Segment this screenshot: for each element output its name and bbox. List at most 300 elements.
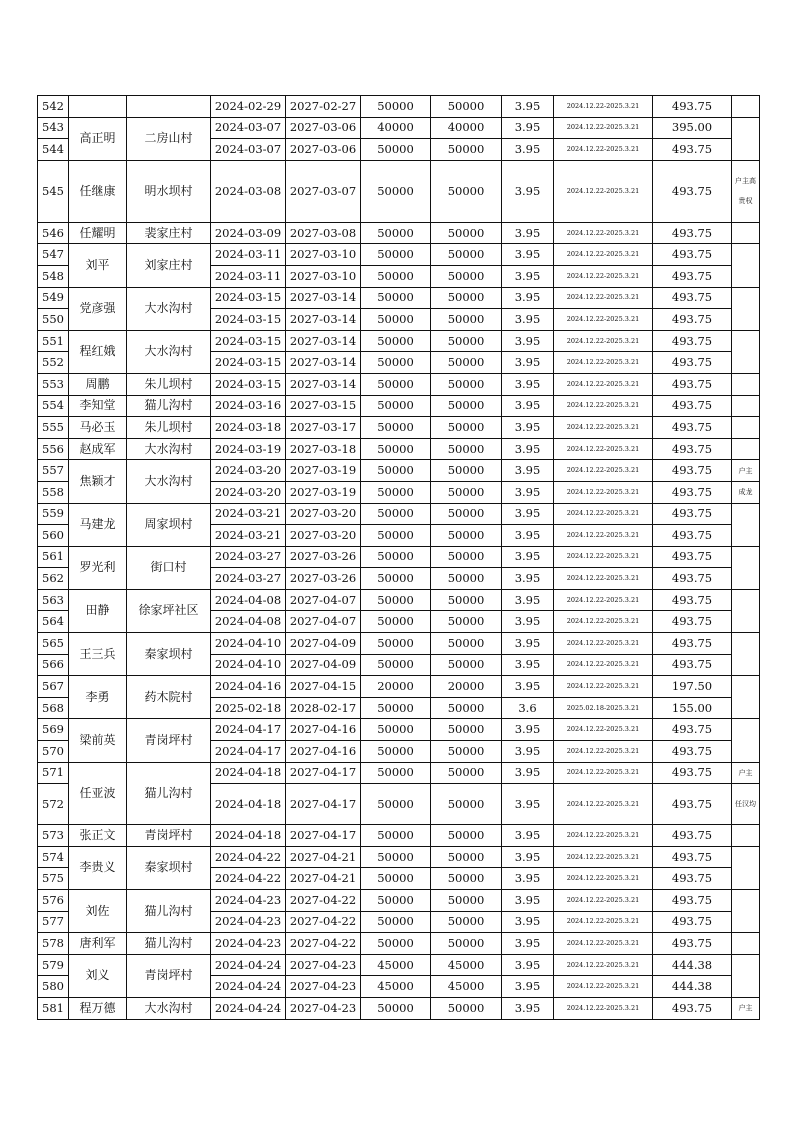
row-number-cell: 578 (38, 933, 69, 955)
interest-amount-cell: 493.75 (653, 890, 732, 912)
row-number-cell: 572 (38, 784, 69, 825)
balance-cell: 50000 (431, 719, 502, 741)
interest-period-cell: 2024.12.22-2025.3.21 (554, 481, 653, 503)
rate-cell: 3.95 (502, 784, 554, 825)
village-cell: 青岗坪村 (127, 825, 211, 847)
row-number-cell: 548 (38, 265, 69, 287)
interest-period-cell: 2024.12.22-2025.3.21 (554, 96, 653, 118)
balance-cell: 50000 (431, 997, 502, 1019)
village-cell: 青岗坪村 (127, 719, 211, 762)
interest-period-cell: 2025.02.18-2025.3.21 (554, 697, 653, 719)
rate-cell: 3.95 (502, 460, 554, 482)
remark-cell: 成龙 (732, 481, 760, 503)
start-date-cell: 2024-04-24 (211, 954, 286, 976)
start-date-cell: 2024-04-18 (211, 825, 286, 847)
interest-amount-cell: 493.75 (653, 373, 732, 395)
balance-cell: 50000 (431, 525, 502, 547)
table-row (38, 825, 760, 847)
row-number-cell: 545 (38, 160, 69, 222)
remark-cell (732, 933, 760, 955)
balance-cell: 50000 (431, 568, 502, 590)
start-date-cell: 2024-03-15 (211, 309, 286, 331)
row-number-cell: 576 (38, 890, 69, 912)
end-date-cell: 2027-03-07 (286, 160, 361, 222)
interest-amount-cell: 493.75 (653, 438, 732, 460)
interest-amount-cell: 493.75 (653, 719, 732, 741)
borrower-name-cell: 任亚波 (69, 762, 127, 825)
interest-amount-cell: 493.75 (653, 589, 732, 611)
remark-cell: 户主 (732, 762, 760, 784)
rate-cell: 3.95 (502, 741, 554, 763)
interest-amount-cell: 493.75 (653, 654, 732, 676)
rate-cell: 3.95 (502, 676, 554, 698)
end-date-cell: 2027-04-17 (286, 784, 361, 825)
end-date-cell: 2027-03-15 (286, 395, 361, 417)
balance-cell: 50000 (431, 589, 502, 611)
balance-cell: 50000 (431, 481, 502, 503)
start-date-cell: 2024-04-23 (211, 933, 286, 955)
interest-amount-cell: 493.75 (653, 825, 732, 847)
balance-cell: 50000 (431, 160, 502, 222)
balance-cell: 50000 (431, 139, 502, 161)
loan-amount-cell: 50000 (361, 309, 431, 331)
borrower-name-cell: 马建龙 (69, 503, 127, 546)
table-row (38, 244, 760, 266)
borrower-name-cell: 田静 (69, 589, 127, 632)
row-number-cell: 569 (38, 719, 69, 741)
balance-cell: 50000 (431, 611, 502, 633)
loan-amount-cell: 50000 (361, 525, 431, 547)
start-date-cell: 2024-03-15 (211, 352, 286, 374)
row-number-cell: 562 (38, 568, 69, 590)
rate-cell: 3.95 (502, 933, 554, 955)
interest-period-cell: 2024.12.22-2025.3.21 (554, 352, 653, 374)
rate-cell: 3.95 (502, 438, 554, 460)
end-date-cell: 2027-03-10 (286, 265, 361, 287)
village-cell: 猫儿沟村 (127, 395, 211, 417)
interest-amount-cell: 493.75 (653, 546, 732, 568)
borrower-name-cell: 刘义 (69, 954, 127, 997)
start-date-cell: 2024-03-21 (211, 503, 286, 525)
balance-cell: 50000 (431, 697, 502, 719)
start-date-cell: 2024-04-08 (211, 611, 286, 633)
row-number-cell: 580 (38, 976, 69, 998)
row-number-cell: 560 (38, 525, 69, 547)
balance-cell: 50000 (431, 330, 502, 352)
end-date-cell: 2027-04-15 (286, 676, 361, 698)
balance-cell: 50000 (431, 741, 502, 763)
table-row (38, 676, 760, 698)
balance-cell: 45000 (431, 954, 502, 976)
row-number-cell: 552 (38, 352, 69, 374)
borrower-name-cell: 刘平 (69, 244, 127, 287)
interest-period-cell: 2024.12.22-2025.3.21 (554, 933, 653, 955)
end-date-cell: 2027-04-09 (286, 654, 361, 676)
end-date-cell: 2027-04-21 (286, 846, 361, 868)
remark-cell (732, 954, 760, 997)
row-number-cell: 542 (38, 96, 69, 118)
end-date-cell: 2027-03-14 (286, 287, 361, 309)
table-row (38, 373, 760, 395)
end-date-cell: 2027-03-14 (286, 309, 361, 331)
borrower-name-cell: 马必玉 (69, 417, 127, 439)
end-date-cell: 2027-04-16 (286, 719, 361, 741)
balance-cell: 50000 (431, 222, 502, 244)
balance-cell: 50000 (431, 868, 502, 890)
end-date-cell: 2027-04-22 (286, 911, 361, 933)
village-cell: 明水坝村 (127, 160, 211, 222)
table-row (38, 287, 760, 309)
row-number-cell: 561 (38, 546, 69, 568)
start-date-cell: 2025-02-18 (211, 697, 286, 719)
end-date-cell: 2027-04-16 (286, 741, 361, 763)
borrower-name-cell: 赵成军 (69, 438, 127, 460)
village-cell: 朱儿坝村 (127, 373, 211, 395)
loan-amount-cell: 50000 (361, 846, 431, 868)
table-row (38, 417, 760, 439)
table-row (38, 222, 760, 244)
loan-amount-cell: 45000 (361, 954, 431, 976)
interest-period-cell: 2024.12.22-2025.3.21 (554, 825, 653, 847)
remark-cell (732, 330, 760, 373)
end-date-cell: 2027-03-14 (286, 352, 361, 374)
table-row (38, 96, 760, 118)
loan-amount-cell: 50000 (361, 330, 431, 352)
village-cell: 秦家坝村 (127, 633, 211, 676)
village-cell: 秦家坝村 (127, 846, 211, 889)
table-row (38, 546, 760, 568)
interest-amount-cell: 493.75 (653, 160, 732, 222)
end-date-cell: 2027-03-20 (286, 503, 361, 525)
interest-amount-cell: 493.75 (653, 244, 732, 266)
end-date-cell: 2027-03-06 (286, 139, 361, 161)
interest-amount-cell: 493.75 (653, 265, 732, 287)
loan-amount-cell: 50000 (361, 697, 431, 719)
balance-cell: 50000 (431, 762, 502, 784)
remark-cell (732, 395, 760, 417)
table-body (38, 96, 760, 1020)
row-number-cell: 573 (38, 825, 69, 847)
start-date-cell: 2024-03-20 (211, 481, 286, 503)
rate-cell: 3.95 (502, 868, 554, 890)
end-date-cell: 2027-03-14 (286, 330, 361, 352)
borrower-name-cell: 程红娥 (69, 330, 127, 373)
start-date-cell: 2024-04-18 (211, 762, 286, 784)
remark-cell (732, 676, 760, 719)
start-date-cell: 2024-04-10 (211, 633, 286, 655)
interest-amount-cell: 493.75 (653, 846, 732, 868)
loan-amount-cell: 50000 (361, 438, 431, 460)
row-number-cell: 556 (38, 438, 69, 460)
borrower-name-cell: 周鹏 (69, 373, 127, 395)
rate-cell: 3.95 (502, 568, 554, 590)
interest-amount-cell: 444.38 (653, 976, 732, 998)
loan-amount-cell: 50000 (361, 933, 431, 955)
rate-cell: 3.95 (502, 654, 554, 676)
interest-period-cell: 2024.12.22-2025.3.21 (554, 976, 653, 998)
interest-period-cell: 2024.12.22-2025.3.21 (554, 676, 653, 698)
start-date-cell: 2024-03-07 (211, 139, 286, 161)
borrower-name-cell: 张正文 (69, 825, 127, 847)
end-date-cell: 2028-02-17 (286, 697, 361, 719)
interest-period-cell: 2024.12.22-2025.3.21 (554, 438, 653, 460)
village-cell: 大水沟村 (127, 460, 211, 503)
village-cell: 大水沟村 (127, 287, 211, 330)
loan-amount-cell: 50000 (361, 481, 431, 503)
rate-cell: 3.95 (502, 954, 554, 976)
rate-cell: 3.95 (502, 546, 554, 568)
balance-cell: 50000 (431, 417, 502, 439)
borrower-name-cell: 刘佐 (69, 890, 127, 933)
table-row (38, 762, 760, 784)
loan-amount-cell: 50000 (361, 784, 431, 825)
balance-cell: 50000 (431, 633, 502, 655)
interest-amount-cell: 493.75 (653, 309, 732, 331)
row-number-cell: 558 (38, 481, 69, 503)
balance-cell: 40000 (431, 117, 502, 139)
interest-amount-cell: 493.75 (653, 611, 732, 633)
borrower-name-cell: 程万德 (69, 997, 127, 1019)
interest-period-cell: 2024.12.22-2025.3.21 (554, 911, 653, 933)
rate-cell: 3.6 (502, 697, 554, 719)
end-date-cell: 2027-03-17 (286, 417, 361, 439)
loan-amount-cell: 50000 (361, 911, 431, 933)
interest-period-cell: 2024.12.22-2025.3.21 (554, 589, 653, 611)
rate-cell: 3.95 (502, 611, 554, 633)
loan-amount-cell: 50000 (361, 546, 431, 568)
row-number-cell: 575 (38, 868, 69, 890)
loan-interest-table (37, 95, 760, 1020)
remark-cell (732, 890, 760, 933)
balance-cell: 50000 (431, 244, 502, 266)
loan-amount-cell: 50000 (361, 762, 431, 784)
interest-amount-cell: 493.75 (653, 481, 732, 503)
row-number-cell: 568 (38, 697, 69, 719)
rate-cell: 3.95 (502, 633, 554, 655)
interest-amount-cell: 493.75 (653, 503, 732, 525)
start-date-cell: 2024-03-15 (211, 373, 286, 395)
start-date-cell: 2024-03-11 (211, 265, 286, 287)
borrower-name-cell: 李知堂 (69, 395, 127, 417)
start-date-cell: 2024-03-27 (211, 568, 286, 590)
interest-period-cell: 2024.12.22-2025.3.21 (554, 503, 653, 525)
start-date-cell: 2024-04-16 (211, 676, 286, 698)
interest-period-cell: 2024.12.22-2025.3.21 (554, 719, 653, 741)
remark-cell (732, 503, 760, 546)
end-date-cell: 2027-03-06 (286, 117, 361, 139)
loan-amount-cell: 50000 (361, 287, 431, 309)
table-row (38, 117, 760, 139)
loan-amount-cell: 50000 (361, 265, 431, 287)
borrower-name-cell: 任耀明 (69, 222, 127, 244)
row-number-cell: 559 (38, 503, 69, 525)
borrower-name-cell: 罗光利 (69, 546, 127, 589)
table-row (38, 846, 760, 868)
start-date-cell: 2024-04-24 (211, 997, 286, 1019)
interest-amount-cell: 493.75 (653, 139, 732, 161)
interest-amount-cell: 197.50 (653, 676, 732, 698)
balance-cell: 50000 (431, 546, 502, 568)
end-date-cell: 2027-03-19 (286, 460, 361, 482)
table-row (38, 933, 760, 955)
balance-cell: 50000 (431, 395, 502, 417)
interest-amount-cell: 493.75 (653, 395, 732, 417)
loan-amount-cell: 50000 (361, 417, 431, 439)
rate-cell: 3.95 (502, 139, 554, 161)
interest-period-cell: 2024.12.22-2025.3.21 (554, 373, 653, 395)
table-row (38, 890, 760, 912)
interest-period-cell: 2024.12.22-2025.3.21 (554, 846, 653, 868)
interest-period-cell: 2024.12.22-2025.3.21 (554, 741, 653, 763)
rate-cell: 3.95 (502, 287, 554, 309)
village-cell: 大水沟村 (127, 997, 211, 1019)
end-date-cell: 2027-03-10 (286, 244, 361, 266)
remark-cell (732, 825, 760, 847)
row-number-cell: 544 (38, 139, 69, 161)
remark-cell (732, 222, 760, 244)
row-number-cell: 549 (38, 287, 69, 309)
village-cell: 裴家庄村 (127, 222, 211, 244)
start-date-cell: 2024-03-19 (211, 438, 286, 460)
remark-cell (732, 546, 760, 589)
interest-amount-cell: 493.75 (653, 784, 732, 825)
start-date-cell: 2024-04-23 (211, 890, 286, 912)
interest-amount-cell: 493.75 (653, 417, 732, 439)
rate-cell: 3.95 (502, 352, 554, 374)
village-cell: 朱儿坝村 (127, 417, 211, 439)
village-cell: 二房山村 (127, 117, 211, 160)
start-date-cell: 2024-03-09 (211, 222, 286, 244)
interest-amount-cell: 493.75 (653, 525, 732, 547)
interest-period-cell: 2024.12.22-2025.3.21 (554, 868, 653, 890)
balance-cell: 50000 (431, 460, 502, 482)
interest-amount-cell: 493.75 (653, 352, 732, 374)
interest-period-cell: 2024.12.22-2025.3.21 (554, 568, 653, 590)
borrower-name-cell: 任继康 (69, 160, 127, 222)
row-number-cell: 571 (38, 762, 69, 784)
end-date-cell: 2027-04-23 (286, 954, 361, 976)
village-cell: 大水沟村 (127, 330, 211, 373)
start-date-cell: 2024-03-16 (211, 395, 286, 417)
borrower-name-cell: 唐利军 (69, 933, 127, 955)
end-date-cell: 2027-03-19 (286, 481, 361, 503)
loan-amount-cell: 50000 (361, 222, 431, 244)
village-cell: 猫儿沟村 (127, 933, 211, 955)
interest-amount-cell: 493.75 (653, 460, 732, 482)
remark-cell (732, 633, 760, 676)
village-cell: 大水沟村 (127, 438, 211, 460)
interest-period-cell: 2024.12.22-2025.3.21 (554, 890, 653, 912)
balance-cell: 50000 (431, 654, 502, 676)
rate-cell: 3.95 (502, 825, 554, 847)
row-number-cell: 581 (38, 997, 69, 1019)
rate-cell: 3.95 (502, 525, 554, 547)
loan-amount-cell: 50000 (361, 825, 431, 847)
start-date-cell: 2024-03-27 (211, 546, 286, 568)
balance-cell: 50000 (431, 846, 502, 868)
start-date-cell: 2024-02-29 (211, 96, 286, 118)
row-number-cell: 565 (38, 633, 69, 655)
end-date-cell: 2027-04-07 (286, 589, 361, 611)
rate-cell: 3.95 (502, 719, 554, 741)
balance-cell: 50000 (431, 438, 502, 460)
balance-cell: 50000 (431, 825, 502, 847)
interest-amount-cell: 395.00 (653, 117, 732, 139)
balance-cell: 50000 (431, 784, 502, 825)
remark-cell (732, 589, 760, 632)
interest-amount-cell: 493.75 (653, 568, 732, 590)
loan-amount-cell: 50000 (361, 503, 431, 525)
end-date-cell: 2027-03-26 (286, 546, 361, 568)
village-cell: 刘家庄村 (127, 244, 211, 287)
interest-amount-cell: 444.38 (653, 954, 732, 976)
interest-period-cell: 2024.12.22-2025.3.21 (554, 546, 653, 568)
loan-amount-cell: 50000 (361, 589, 431, 611)
interest-amount-cell: 493.75 (653, 868, 732, 890)
interest-amount-cell: 493.75 (653, 96, 732, 118)
interest-amount-cell: 493.75 (653, 911, 732, 933)
remark-cell: 户主高贵权 (732, 160, 760, 222)
interest-period-cell: 2024.12.22-2025.3.21 (554, 997, 653, 1019)
start-date-cell: 2024-03-18 (211, 417, 286, 439)
loan-amount-cell: 50000 (361, 244, 431, 266)
row-number-cell: 564 (38, 611, 69, 633)
table-row (38, 954, 760, 976)
balance-cell: 50000 (431, 933, 502, 955)
row-number-cell: 550 (38, 309, 69, 331)
row-number-cell: 570 (38, 741, 69, 763)
interest-period-cell: 2024.12.22-2025.3.21 (554, 244, 653, 266)
loan-amount-cell: 50000 (361, 96, 431, 118)
village-cell: 徐家坪社区 (127, 589, 211, 632)
village-cell: 街口村 (127, 546, 211, 589)
row-number-cell: 555 (38, 417, 69, 439)
table-row (38, 503, 760, 525)
loan-amount-cell: 50000 (361, 997, 431, 1019)
rate-cell: 3.95 (502, 96, 554, 118)
rate-cell: 3.95 (502, 976, 554, 998)
interest-period-cell: 2024.12.22-2025.3.21 (554, 954, 653, 976)
interest-period-cell: 2024.12.22-2025.3.21 (554, 265, 653, 287)
loan-amount-cell: 40000 (361, 117, 431, 139)
table-row (38, 395, 760, 417)
loan-amount-cell: 50000 (361, 352, 431, 374)
end-date-cell: 2027-04-17 (286, 762, 361, 784)
borrower-name-cell: 党彦强 (69, 287, 127, 330)
table-row (38, 589, 760, 611)
end-date-cell: 2027-04-17 (286, 825, 361, 847)
start-date-cell: 2024-04-23 (211, 911, 286, 933)
loan-amount-cell: 50000 (361, 741, 431, 763)
interest-amount-cell: 493.75 (653, 222, 732, 244)
interest-amount-cell: 493.75 (653, 287, 732, 309)
rate-cell: 3.95 (502, 997, 554, 1019)
row-number-cell: 566 (38, 654, 69, 676)
interest-period-cell: 2024.12.22-2025.3.21 (554, 309, 653, 331)
table-row (38, 719, 760, 741)
borrower-name-cell: 李贵义 (69, 846, 127, 889)
loan-amount-cell: 50000 (361, 568, 431, 590)
remark-cell (732, 96, 760, 118)
interest-period-cell: 2024.12.22-2025.3.21 (554, 633, 653, 655)
start-date-cell: 2024-04-22 (211, 868, 286, 890)
rate-cell: 3.95 (502, 309, 554, 331)
interest-period-cell: 2024.12.22-2025.3.21 (554, 654, 653, 676)
start-date-cell: 2024-04-17 (211, 719, 286, 741)
end-date-cell: 2027-04-09 (286, 633, 361, 655)
row-number-cell: 557 (38, 460, 69, 482)
start-date-cell: 2024-04-22 (211, 846, 286, 868)
